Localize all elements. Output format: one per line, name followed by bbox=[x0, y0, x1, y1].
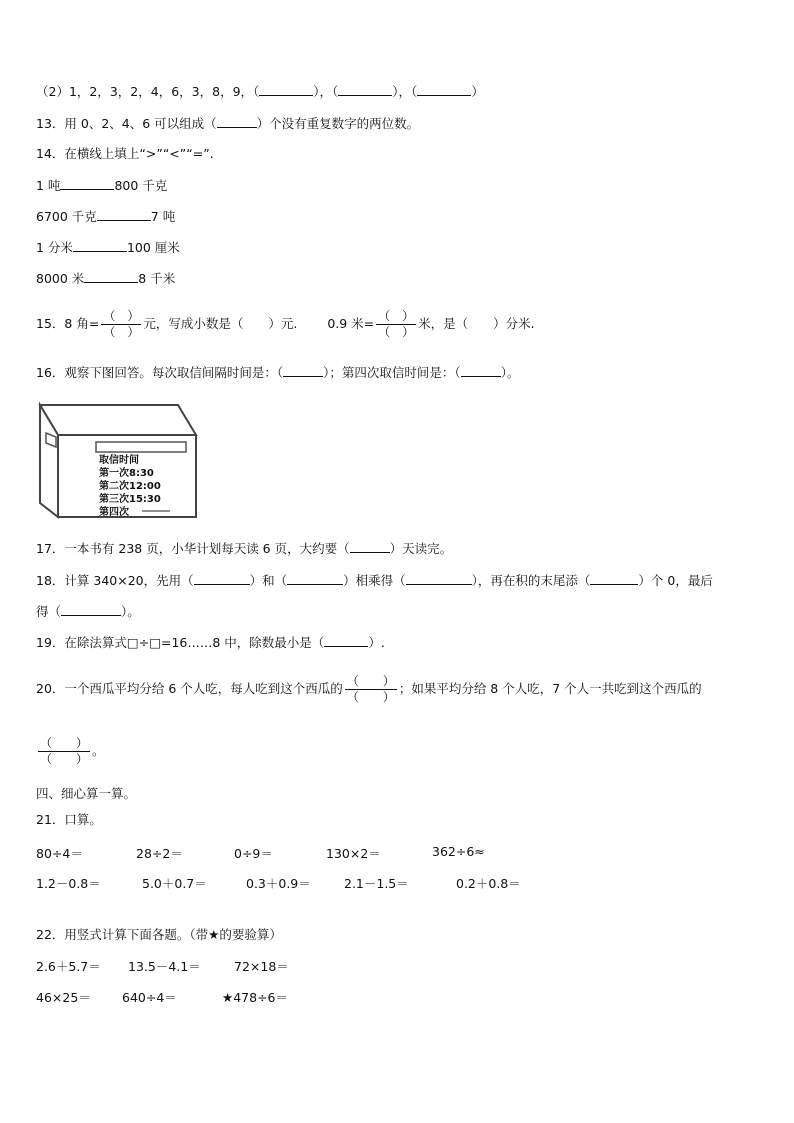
q12-text: （2）1，2，3，2，4，6，3，8，9，（ bbox=[36, 84, 260, 99]
oral-calc-item: 362÷6≈ bbox=[432, 844, 485, 859]
vertical-calc-item: 13.5－4.1＝ bbox=[128, 959, 201, 974]
q18-text: 18．计算 340×20，先用（ bbox=[36, 573, 194, 588]
question-20-line2 bbox=[36, 730, 105, 772]
q16-text: 16．观察下图回答。每次取信间隔时间是：（ bbox=[36, 365, 284, 380]
q16-text: ）。 bbox=[500, 365, 520, 380]
oral-calc-item: 80÷4＝ bbox=[36, 846, 83, 861]
q14-row bbox=[36, 270, 175, 287]
q13-text-before: 13．用 0、2、4、6 可以组成（ bbox=[36, 116, 217, 131]
vertical-calc-item: ★478÷6＝ bbox=[222, 990, 288, 1005]
answer-blank[interactable] bbox=[338, 83, 392, 96]
numerator-blank: （ ） bbox=[346, 674, 395, 688]
numerator-blank: （ ） bbox=[378, 309, 415, 323]
q17-text-after: ）天读完。 bbox=[389, 541, 453, 556]
q14-row bbox=[36, 177, 167, 194]
denominator-blank: （ ） bbox=[40, 752, 89, 766]
q14-left: 1 吨 bbox=[36, 178, 61, 193]
oral-calc-item: 5.0＋0.7＝ bbox=[142, 876, 207, 891]
q12-end: ） bbox=[471, 84, 484, 99]
answer-blank[interactable] bbox=[461, 364, 501, 377]
section-4-title: 四、细心算一算。 bbox=[36, 786, 137, 801]
answer-blank[interactable] bbox=[84, 270, 138, 283]
answer-blank[interactable] bbox=[590, 572, 638, 585]
numerator-blank: （ ） bbox=[40, 736, 89, 750]
q14-row bbox=[36, 239, 180, 256]
answer-blank[interactable] bbox=[406, 572, 472, 585]
q12-separator: ），（ bbox=[313, 84, 339, 99]
oral-calc-item: 130×2＝ bbox=[326, 846, 381, 861]
oral-calc-item: 0.3＋0.9＝ bbox=[246, 876, 311, 891]
q14-right: 100 厘米 bbox=[126, 240, 180, 255]
q13-text-after: ）个没有重复数字的两位数。 bbox=[256, 116, 420, 131]
question-13 bbox=[36, 115, 419, 132]
oral-calc-item: 2.1－1.5＝ bbox=[344, 876, 409, 891]
answer-blank[interactable] bbox=[217, 115, 257, 128]
answer-blank[interactable] bbox=[61, 603, 121, 616]
denominator-blank: （ ） bbox=[103, 325, 140, 339]
q19-text-before: 19．在除法算式□÷□=16……8 中，除数最小是（ bbox=[36, 635, 325, 650]
q17-text-before: 17．一本书有 238 页，小华计划每天读 6 页，大约要（ bbox=[36, 541, 350, 556]
q18-text: ）个 0，最后 bbox=[638, 573, 713, 588]
oral-calc-item: 28÷2＝ bbox=[136, 846, 183, 861]
answer-blank[interactable] bbox=[287, 572, 343, 585]
question-19 bbox=[36, 634, 385, 651]
q14-left: 8000 米 bbox=[36, 271, 85, 286]
q16-text: ）；第四次取信时间是：（ bbox=[323, 365, 461, 380]
question-18-line2 bbox=[36, 603, 140, 620]
question-17 bbox=[36, 540, 452, 557]
vertical-calc-item: 640÷4＝ bbox=[122, 990, 177, 1005]
question-20-line1 bbox=[36, 668, 702, 710]
q15-text: 米，是（ ）分米. bbox=[418, 316, 535, 331]
oral-calc-item: 1.2－0.8＝ bbox=[36, 876, 101, 891]
q15-text: 0.9 米= bbox=[327, 316, 375, 331]
vertical-calc-item: 72×18＝ bbox=[234, 959, 289, 974]
numerator-blank: （ ） bbox=[103, 309, 140, 323]
q14-right: 800 千克 bbox=[114, 178, 168, 193]
answer-blank[interactable] bbox=[97, 208, 151, 221]
q15-text: 元，写成小数是（ ）元. bbox=[143, 316, 298, 331]
q18-text: ）相乘得（ bbox=[343, 573, 406, 588]
vertical-calc-item: 2.6＋5.7＝ bbox=[36, 959, 101, 974]
pickup-time-row: 第二次12:00 bbox=[99, 481, 161, 492]
pickup-time-row: 第一次8:30 bbox=[99, 468, 154, 479]
question-12-part2 bbox=[36, 83, 484, 100]
answer-blank[interactable] bbox=[350, 540, 390, 553]
question-18-line1 bbox=[36, 572, 713, 589]
fraction-blank[interactable] bbox=[376, 309, 416, 340]
mailbox-title: 取信时间 bbox=[99, 455, 139, 466]
q19-text-after: ）. bbox=[368, 635, 385, 650]
denominator-blank: （ ） bbox=[378, 325, 415, 339]
oral-calc-item: 0÷9＝ bbox=[234, 846, 273, 861]
q18-text: ）。 bbox=[121, 604, 140, 619]
vertical-calc-item: 46×25＝ bbox=[36, 990, 91, 1005]
fraction-blank[interactable] bbox=[38, 736, 90, 767]
q14-row bbox=[36, 208, 175, 225]
q14-left: 1 分米 bbox=[36, 240, 73, 255]
question-14-title: 14．在横线上填上“>”“<”“=”. bbox=[36, 146, 214, 161]
question-22-title: 22．用竖式计算下面各题。（带★的要验算） bbox=[36, 927, 282, 942]
q18-text: 得（ bbox=[36, 604, 62, 619]
mailbox-figure bbox=[36, 397, 202, 519]
q14-right: 7 吨 bbox=[150, 209, 176, 224]
q18-text: ）和（ bbox=[249, 573, 288, 588]
answer-blank[interactable] bbox=[324, 634, 368, 647]
answer-blank[interactable] bbox=[417, 83, 471, 96]
q12-separator: ），（ bbox=[392, 84, 418, 99]
fraction-blank[interactable] bbox=[345, 674, 397, 705]
q14-right: 8 千米 bbox=[138, 271, 176, 286]
pickup-time-row: 第三次15:30 bbox=[99, 494, 161, 505]
fraction-blank[interactable] bbox=[101, 309, 141, 340]
q18-text: ），再在积的末尾添（ bbox=[471, 573, 591, 588]
answer-blank[interactable] bbox=[73, 239, 127, 252]
answer-blank[interactable] bbox=[60, 177, 114, 190]
answer-blank[interactable] bbox=[283, 364, 323, 377]
answer-blank[interactable] bbox=[194, 572, 250, 585]
pickup-time-row: 第四次 bbox=[99, 507, 129, 518]
denominator-blank: （ ） bbox=[346, 690, 395, 704]
question-21-title: 21．口算。 bbox=[36, 812, 102, 827]
answer-blank[interactable] bbox=[259, 83, 313, 96]
q14-left: 6700 千克 bbox=[36, 209, 97, 224]
q20-text: 20．一个西瓜平均分给 6 个人吃，每人吃到这个西瓜的 bbox=[36, 681, 343, 696]
oral-calc-item: 0.2＋0.8＝ bbox=[456, 876, 521, 891]
q15-text: 15．8 角= bbox=[36, 316, 100, 331]
q20-text: ；如果平均分给 8 个人吃，7 个人一共吃到这个西瓜的 bbox=[398, 681, 702, 696]
q20-text: 。 bbox=[92, 743, 105, 758]
question-16 bbox=[36, 364, 519, 381]
question-15 bbox=[36, 305, 535, 343]
